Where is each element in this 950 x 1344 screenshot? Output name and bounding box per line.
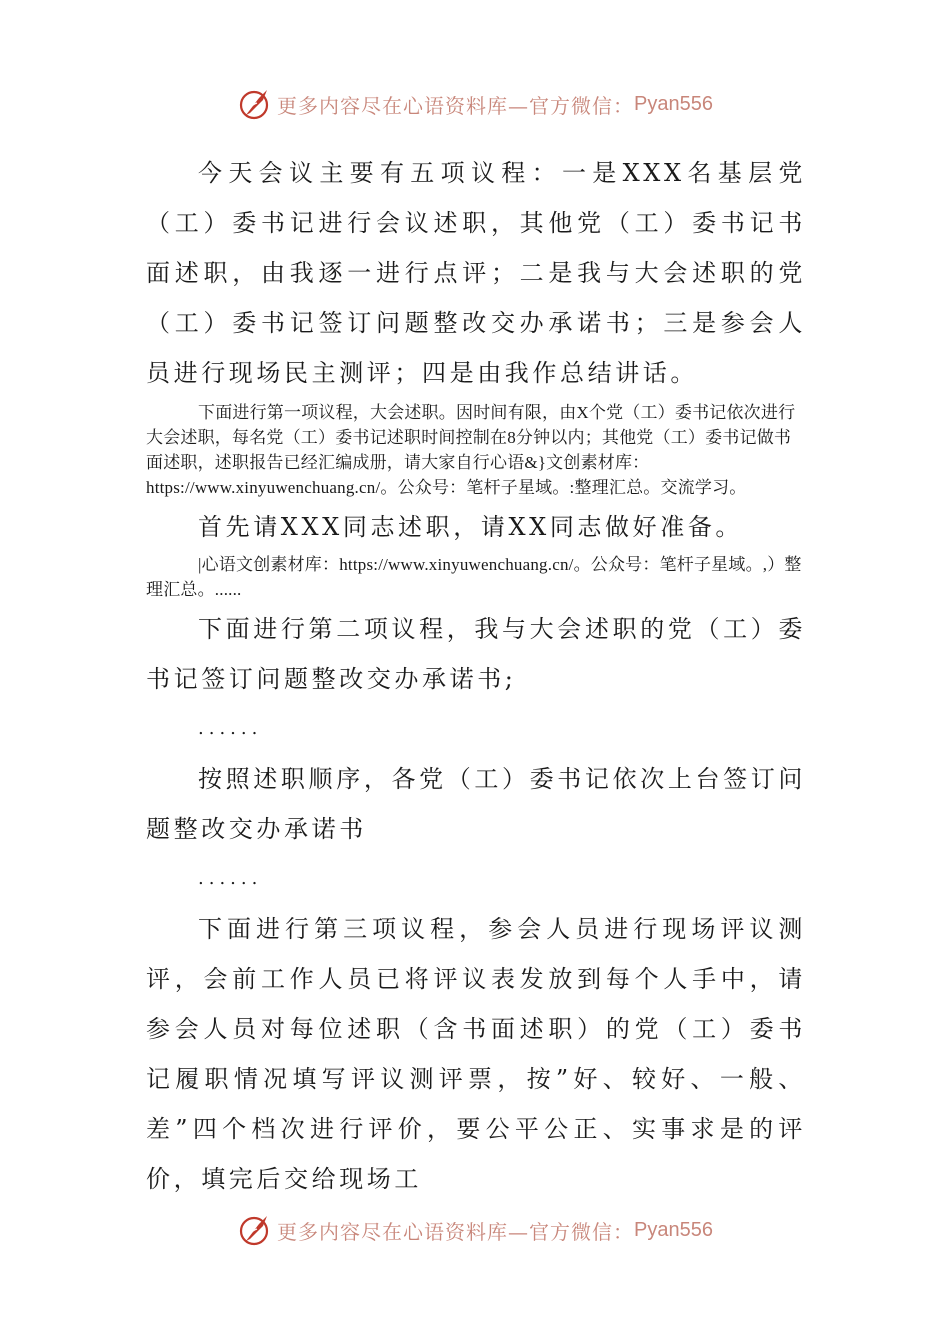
banner-wechat-id: Pyan556 (634, 92, 713, 115)
quill-logo-icon (237, 1212, 273, 1248)
paragraph-first-item: 下面进行第一项议程，大会述职。因时间有限，由X个党（工）委书记依次进行大会述职，每名党（工）委书记述职时间控制在8分钟以内；其他党（工）委书记做书面述职，述职报告已经汇编成册，请大家自行心语&}文创素材库：https://www.xinyuwenchuang.cn/。公众号：笔杆子星域。:整理汇总。交流学习。 (146, 403, 796, 497)
header-watermark-banner (0, 84, 950, 124)
banner-text: 更多内容尽在心语资料库—官方微信： (277, 1219, 635, 1244)
paragraph-agenda-overview: 今天会议主要有五项议程：一是XXX名基层党（工）委书记进行会议述职，其他党（工）委书记书面述职，由我逐一进行点评；二是我与大会述职的党（工）委书记签订问题整改交办承诺书；三是参会人员进行现场民主测评；四是由我作总结讲话。 (146, 159, 806, 387)
banner-text: 更多内容尽在心语资料库—官方微信： (277, 93, 635, 118)
paragraph-source-note: |心语文创素材库：https://www.xinyuwenchuang.cn/。公众号：笔杆子星域。,）整理汇总。...... (146, 555, 802, 599)
paragraph-first-speaker: 首先请XXX同志述职，请XX同志做好准备。 (198, 513, 744, 541)
document-body (146, 148, 806, 1204)
paragraph-signing-order: 按照述职顺序，各党（工）委书记依次上台签订问题整改交办承诺书 (146, 765, 806, 843)
ellipsis-2: ...... (198, 868, 263, 889)
paragraph-third-item: 下面进行第三项议程，参会人员进行现场评议测评，会前工作人员已将评议表发放到每个人手中，请参会人员对每位述职（含书面述职）的党（工）委书记履职情况填写评议测评票，按”好、较好、一般、差”四个档次进行评价，要公平公正、实事求是的评价，填完后交给现场工 (146, 915, 806, 1193)
footer-watermark-banner (0, 1210, 950, 1250)
ellipsis-1: ...... (198, 718, 263, 739)
quill-logo-icon (237, 86, 273, 122)
paragraph-second-item: 下面进行第二项议程，我与大会述职的党（工）委书记签订问题整改交办承诺书; (146, 615, 806, 693)
banner-wechat-id: Pyan556 (634, 1218, 713, 1241)
